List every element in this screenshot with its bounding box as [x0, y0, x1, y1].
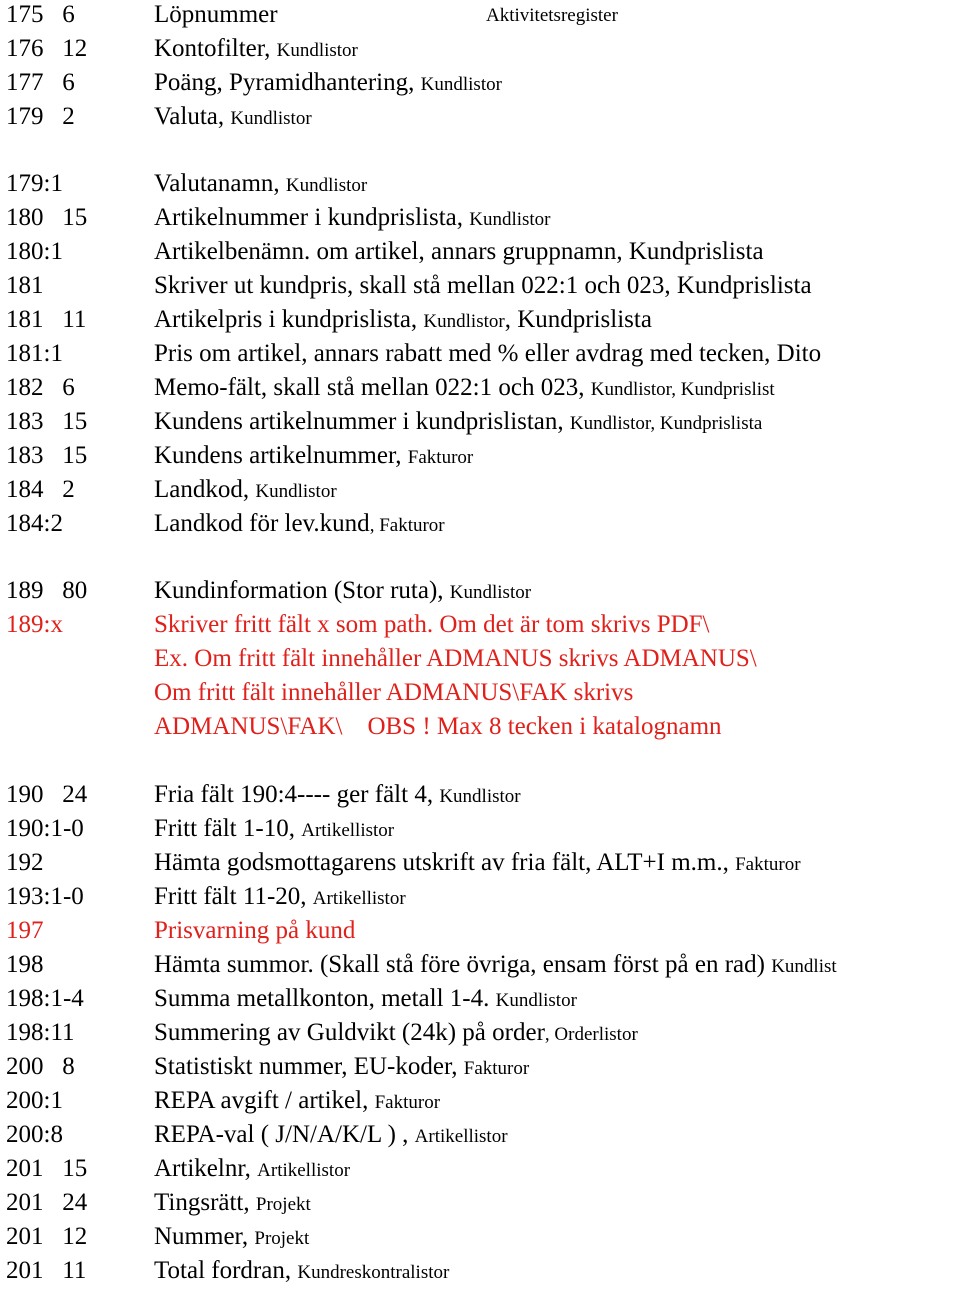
entry-description — [154, 1052, 529, 1084]
entry-description — [154, 1256, 449, 1288]
entry-code: 200:1 — [6, 1087, 63, 1114]
list-item — [0, 441, 960, 475]
entry-text: Landkod, — [154, 476, 256, 503]
entry-description — [154, 475, 337, 507]
entry-text: Fritt fält 1-10, — [154, 815, 302, 842]
entry-description — [154, 0, 278, 30]
entry-text: Pris om artikel, annars rabatt med % eller avdrag med tecken, Dito — [154, 340, 822, 367]
list-item — [0, 814, 960, 848]
entry-code: 181 11 — [6, 306, 87, 333]
entry-description — [154, 610, 710, 640]
entry-description — [154, 305, 652, 337]
entry-code: 179:1 — [6, 170, 63, 197]
entry-list-type: Fakturor — [407, 447, 474, 468]
entry-continuation-line: Om fritt fält innehåller ADMANUS\FAK skrivs — [154, 679, 634, 706]
list-item — [0, 1154, 960, 1188]
entry-description — [154, 1120, 508, 1152]
entry-list-type: Artikellistor — [414, 1126, 508, 1147]
entry-list-type: Fakturor — [463, 1058, 530, 1079]
entry-description — [154, 984, 577, 1016]
list-item — [0, 1086, 960, 1120]
entry-text: Valutanamn, — [154, 170, 286, 197]
entry-text: Löpnummer — [154, 1, 278, 28]
entry-description — [154, 576, 531, 608]
entry-text: Skriver ut kundpris, skall stå mellan 022:1 och 023, Kundprislista — [154, 272, 812, 299]
entry-code: 177 6 — [6, 69, 75, 96]
entry-list-type: Fakturor — [735, 854, 801, 875]
entry-list-type: Kundlistor — [423, 311, 505, 332]
entry-code: 175 6 — [6, 1, 75, 28]
entry-text: Skriver fritt fält x som path. Om det är tom skrivs PDF\ — [154, 611, 710, 638]
entry-code: 200 8 — [6, 1053, 75, 1080]
entry-description — [154, 68, 502, 100]
entry-description — [154, 916, 355, 946]
entry-code: 201 11 — [6, 1257, 87, 1284]
entry-description — [154, 1154, 350, 1186]
entry-code: 183 15 — [6, 442, 88, 469]
entry-description — [154, 169, 367, 201]
entry-list-type: Projekt — [255, 1194, 311, 1215]
list-item — [0, 1188, 960, 1222]
entry-text: Kundinformation (Stor ruta), — [154, 577, 450, 604]
entry-code: 189 80 — [6, 577, 88, 604]
entry-text: Statistiskt nummer, EU-koder, — [154, 1053, 464, 1080]
entry-list-type: , Fakturor — [369, 515, 445, 536]
entry-description — [154, 373, 775, 405]
entry-code: 192 — [6, 849, 44, 876]
list-item — [0, 271, 960, 305]
list-item — [0, 373, 960, 407]
entry-text: Artikelnummer i kundprislista, — [154, 204, 470, 231]
entry-text: Artikelpris i kundprislista, — [154, 306, 424, 333]
entry-continuation-line: ADMANUS\FAK\ OBS ! Max 8 tecken i katalognamn — [154, 713, 722, 740]
list-item — [0, 34, 960, 68]
entry-description — [154, 780, 521, 812]
entry-code: 180 15 — [6, 204, 88, 231]
list-item — [0, 0, 960, 34]
list-item — [0, 1052, 960, 1086]
entry-description — [154, 814, 394, 846]
entry-code: 201 15 — [6, 1155, 88, 1182]
entry-description — [154, 271, 812, 301]
entry-list-type: Artikellistor — [312, 888, 406, 909]
entry-code: 181:1 — [6, 340, 63, 367]
entry-text: Prisvarning på kund — [154, 917, 356, 944]
list-item — [0, 407, 960, 441]
entry-description — [154, 203, 551, 235]
list-item — [0, 102, 960, 136]
entry-list-type: Kundlistor — [255, 481, 337, 502]
entry-list-type: Kundlistor — [276, 40, 358, 61]
list-item — [0, 339, 960, 373]
entry-list-type: Kundlistor — [439, 786, 521, 807]
entry-code: 184 2 — [6, 476, 75, 503]
entry-code: 201 12 — [6, 1223, 88, 1250]
entry-text: Artikelnr, — [154, 1155, 258, 1182]
list-item — [0, 68, 960, 102]
list-item — [0, 1120, 960, 1154]
entry-code: 193:1-0 — [6, 883, 84, 910]
entry-description — [154, 1086, 440, 1118]
entry-list-type: Kundlistor — [230, 108, 312, 129]
list-item — [0, 203, 960, 237]
entry-code: 189:x — [6, 611, 63, 638]
entry-code: 201 24 — [6, 1189, 88, 1216]
entry-code: 181 — [6, 272, 44, 299]
entry-code: 198:11 — [6, 1019, 75, 1046]
entry-list-type: Kundlist — [771, 956, 837, 977]
entry-text: Summering av Guldvikt (24k) på order — [154, 1019, 545, 1046]
list-item — [0, 950, 960, 984]
entry-code: 190:1-0 — [6, 815, 84, 842]
entry-code: 198:1-4 — [6, 985, 84, 1012]
entry-description — [154, 441, 473, 473]
list-item — [0, 610, 960, 644]
entry-list-type: Kundlistor — [420, 74, 502, 95]
entry-list-type: Artikellistor — [301, 820, 395, 841]
list-item — [0, 882, 960, 916]
entry-code: 200:8 — [6, 1121, 63, 1148]
entry-text-extra: , Kundprislista — [504, 306, 652, 333]
entry-text: Kundens artikelnummer, — [154, 442, 408, 469]
list-item — [0, 1018, 960, 1052]
entry-description — [154, 848, 801, 880]
entry-list-type: Kundlistor — [495, 990, 577, 1011]
entry-description — [154, 339, 821, 369]
entry-description — [154, 950, 837, 982]
entry-list-type: Fakturor — [374, 1092, 441, 1113]
entry-list-type: Kundlistor, Kundprislist — [590, 379, 775, 400]
list-item — [0, 984, 960, 1018]
list-item — [0, 1222, 960, 1256]
entry-list-type: Kundlistor — [285, 175, 368, 196]
entry-description — [154, 34, 358, 66]
section-header: Aktivitetsregister — [486, 5, 618, 26]
entry-continuation-line: Ex. Om fritt fält innehåller ADMANUS skrivs ADMANUS\ — [154, 645, 757, 672]
entry-list-type: Kundlistor — [449, 582, 532, 603]
entry-text: Kontofilter, — [154, 35, 277, 62]
entry-text: Hämta summor. (Skall stå före övriga, ensam först på en rad) — [154, 951, 772, 978]
entry-text: Hämta godsmottagarens utskrift av fria fält, ALT+I m.m., — [154, 849, 736, 876]
entry-code: 190 24 — [6, 781, 88, 808]
entry-list-type: Kundreskontralistor — [297, 1262, 450, 1283]
entry-text: Total fordran, — [154, 1257, 298, 1284]
entry-description — [154, 509, 445, 541]
entry-description — [154, 882, 406, 914]
entry-text: Landkod för lev.kund — [154, 510, 370, 537]
entry-description — [154, 1018, 638, 1050]
list-item — [0, 780, 960, 814]
list-item — [0, 848, 960, 882]
entry-code: 197 — [6, 917, 44, 944]
list-item — [0, 509, 960, 543]
entry-list-type: Projekt — [254, 1228, 310, 1249]
entry-code: 176 12 — [6, 35, 88, 62]
list-item — [0, 305, 960, 339]
entry-list-type: Kundlistor — [469, 209, 551, 230]
entry-text: Valuta, — [154, 103, 231, 130]
entry-text: REPA-val ( J/N/A/K/L ) , — [154, 1121, 415, 1148]
entry-text: Summa metallkonton, metall 1-4. — [154, 985, 496, 1012]
entry-text: REPA avgift / artikel, — [154, 1087, 375, 1114]
entry-code: 179 2 — [6, 103, 75, 130]
entry-list-type: Kundlistor, Kundprislista — [569, 413, 763, 434]
entry-code: 184:2 — [6, 510, 63, 537]
list-item — [0, 916, 960, 950]
list-item — [0, 576, 960, 610]
entry-text: Poäng, Pyramidhantering, — [154, 69, 421, 96]
entry-code: 180:1 — [6, 238, 63, 265]
entry-description — [154, 102, 312, 134]
entry-text: Kundens artikelnummer i kundprislistan, — [154, 408, 570, 435]
entry-text: Tingsrätt, — [154, 1189, 256, 1216]
entry-text: Fria fält 190:4---- ger fält 4, — [154, 781, 440, 808]
entry-description — [154, 1222, 309, 1254]
entry-description — [154, 237, 764, 267]
list-item — [0, 237, 960, 271]
list-item — [0, 475, 960, 509]
entry-description — [154, 1188, 311, 1220]
entry-text: Memo-fält, skall stå mellan 022:1 och 023, — [154, 374, 591, 401]
entry-list-type: , Orderlistor — [544, 1024, 638, 1045]
entry-list-type: Artikellistor — [257, 1160, 351, 1181]
entry-description — [154, 407, 762, 439]
entry-code: 183 15 — [6, 408, 88, 435]
entry-code: 182 6 — [6, 374, 75, 401]
entry-code: 198 — [6, 951, 44, 978]
list-item — [0, 169, 960, 203]
entry-text: Artikelbenämn. om artikel, annars gruppnamn, Kundprislista — [154, 238, 764, 265]
entry-text: Fritt fält 11-20, — [154, 883, 313, 910]
entry-text: Nummer, — [154, 1223, 255, 1250]
